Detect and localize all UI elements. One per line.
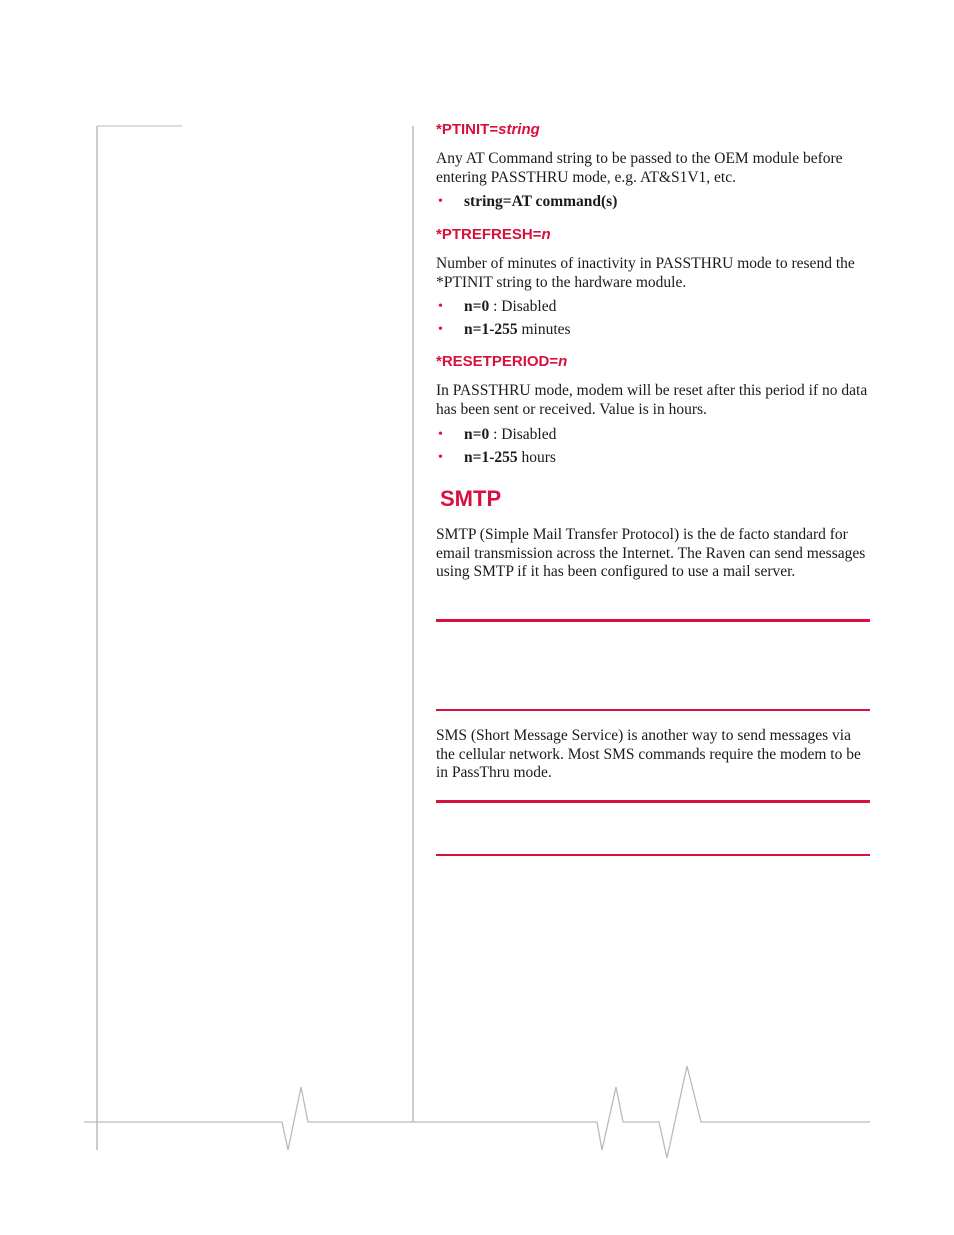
resetperiod-heading: *RESETPERIOD=n bbox=[436, 353, 568, 370]
note-rule-bottom-1 bbox=[436, 709, 870, 711]
sms-description: SMS (Short Message Service) is another way to send messages via the cellular network. Most SMS commands require the modem to be in PassThru mode. bbox=[436, 727, 861, 782]
footer-waveform-line bbox=[84, 1066, 870, 1158]
bullet-icon: • bbox=[438, 427, 443, 442]
smtp-title: SMTP bbox=[440, 486, 502, 511]
note-rule-top-2 bbox=[436, 800, 870, 803]
ptrefresh-heading: *PTREFRESH=n bbox=[436, 226, 551, 243]
bullet-icon: • bbox=[438, 322, 443, 337]
note-rule-top-1 bbox=[436, 619, 870, 622]
bullet-icon: • bbox=[438, 194, 443, 209]
ptrefresh-description: Number of minutes of inactivity in PASSTHRU mode to resend the *PTINIT string to the hardware module. bbox=[436, 255, 855, 291]
ptinit-heading: *PTINIT=string bbox=[436, 121, 540, 138]
resetperiod-description: In PASSTHRU mode, modem will be reset after this period if no data has been sent or received. Value is in hours. bbox=[436, 382, 868, 418]
bullet-icon: • bbox=[438, 450, 443, 465]
bullet-icon: • bbox=[438, 299, 443, 314]
note-rule-bottom-2 bbox=[436, 854, 870, 856]
smtp-description: SMTP (Simple Mail Transfer Protocol) is the de facto standard for email transmission across the Internet. The Raven can send messages using SMTP if it has been configured to use a mail server. bbox=[436, 526, 866, 581]
ptinit-description: Any AT Command string to be passed to the OEM module before entering PASSTHRU mode, e.g. AT&S1V1, etc. bbox=[436, 150, 843, 186]
